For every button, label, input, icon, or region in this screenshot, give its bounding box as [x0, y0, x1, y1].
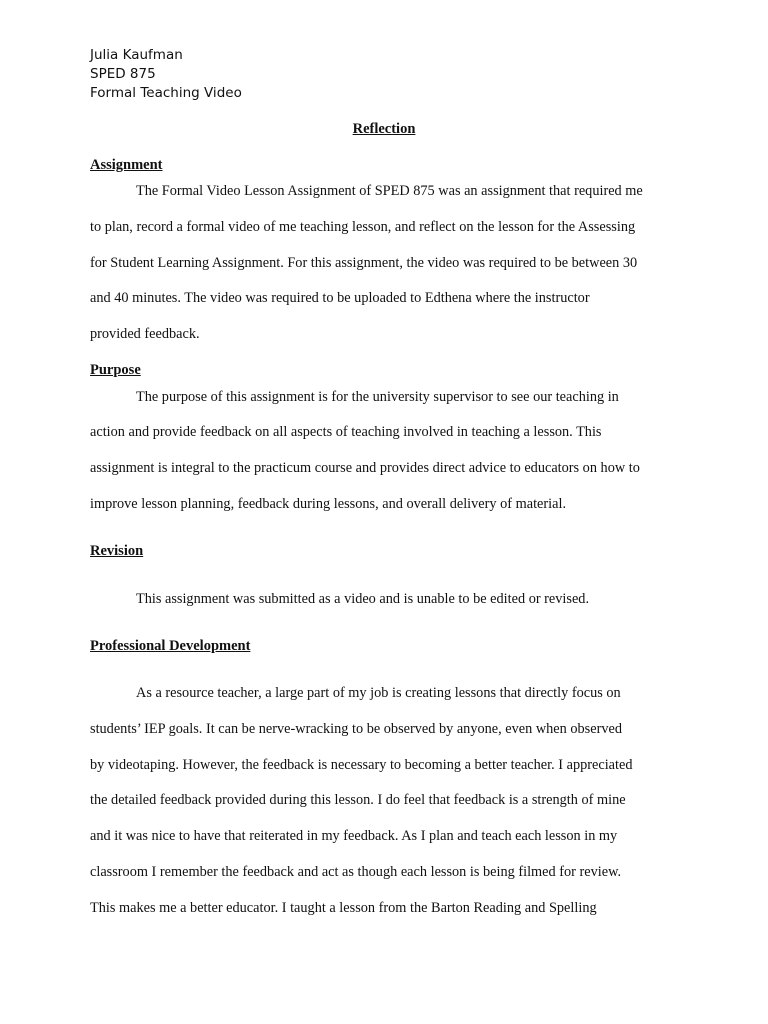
paragraph-line: by videotaping. However, the feedback is necessary to becoming a better teacher. I appreciated: [90, 757, 633, 773]
paragraph-line: This assignment was submitted as a video and is unable to be edited or revised.: [136, 591, 590, 607]
heading-purpose: Purpose: [90, 362, 141, 378]
paragraph-line: and it was nice to have that reiterated in my feedback. As I plan and teach each lesson in my: [90, 828, 618, 844]
author-name: Julia Kaufman: [90, 47, 183, 63]
paragraph-line: The purpose of this assignment is for the university supervisor to see our teaching in: [136, 389, 619, 405]
heading-professional-development: Professional Development: [90, 638, 251, 654]
paragraph-line: the detailed feedback provided during this lesson. I do feel that feedback is a strength of mine: [90, 792, 626, 808]
paragraph-line: This makes me a better educator. I taught a lesson from the Barton Reading and Spelling: [90, 900, 597, 916]
paragraph-line: action and provide feedback on all aspects of teaching involved in teaching a lesson. This: [90, 424, 602, 440]
project-title: Formal Teaching Video: [90, 85, 242, 101]
course-code: SPED 875: [90, 66, 156, 82]
paragraph-line: classroom I remember the feedback and act as though each lesson is being filmed for review.: [90, 864, 622, 880]
paragraph-line: improve lesson planning, feedback during lessons, and overall delivery of material.: [90, 496, 567, 512]
page-title: Reflection: [352, 121, 416, 137]
paragraph-line: As a resource teacher, a large part of my job is creating lessons that directly focus on: [136, 685, 621, 701]
heading-assignment: Assignment: [90, 157, 163, 173]
paragraph-line: The Formal Video Lesson Assignment of SPED 875 was an assignment that required me: [136, 183, 643, 199]
document-header: [90, 46, 242, 103]
paragraph-line: assignment is integral to the practicum course and provides direct advice to educators on how to: [90, 460, 640, 476]
heading-revision: Revision: [90, 543, 144, 559]
paragraph-line: for Student Learning Assignment. For this assignment, the video was required to be between 30: [90, 255, 638, 271]
paragraph-line: to plan, record a formal video of me teaching lesson, and reflect on the lesson for the Assessing: [90, 219, 636, 235]
paragraph-line: provided feedback.: [90, 326, 200, 342]
paragraph-line: students’ IEP goals. It can be nerve-wracking to be observed by anyone, even when observed: [90, 721, 622, 737]
paragraph-line: and 40 minutes. The video was required to be uploaded to Edthena where the instructor: [90, 290, 590, 306]
